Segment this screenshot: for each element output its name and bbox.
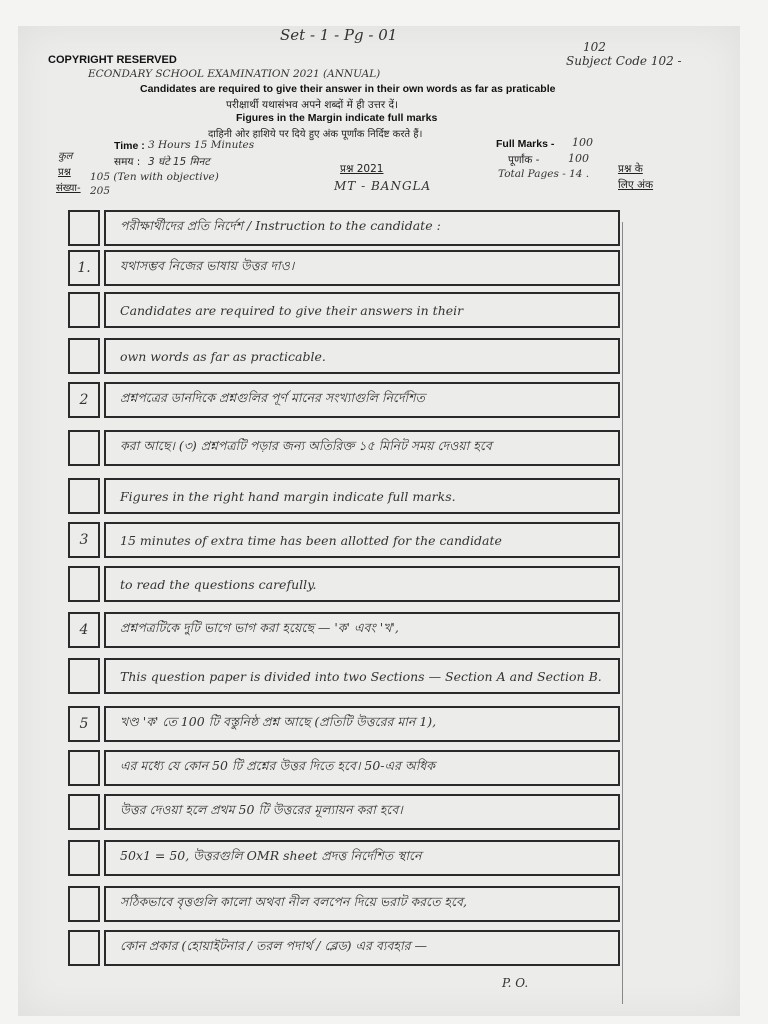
row-number [68, 750, 100, 786]
row-number [68, 658, 100, 694]
row-number [68, 478, 100, 514]
instruction-hindi: परीक्षार्थी यथासंभव अपने शब्दों में ही उत्तर दें। [226, 99, 399, 111]
row-text: This question paper is divided into two Sections — Section A and Section B. [104, 658, 620, 694]
full-marks-label: Full Marks - [496, 138, 555, 150]
row-text: পরীক্ষার্থীদের প্রতি নির্দেশ / Instruction to the candidate : [104, 210, 620, 246]
instruction-english: Candidates are required to give their answer in their own words as far as praticable [140, 83, 556, 95]
set-page-annotation: Set - 1 - Pg - 01 [280, 26, 398, 44]
row-number [68, 794, 100, 830]
row-text: উত্তর দেওয়া হলে প্রথম 50 টি উত্তরের মূল্যায়ন করা হবে। [104, 794, 620, 830]
row-number [68, 566, 100, 602]
time-value: 3 Hours 15 Minutes [148, 139, 255, 151]
row-text: প্রশ্নপত্রটিকে দুটি ভাগে ভাগ করা হয়েছে — 'ক' এবং 'খ', [104, 612, 620, 648]
table-row [68, 430, 620, 466]
row-text: কোন প্রকার (হোয়াইটনার / তরল পদার্থ / ব্লেড) এর ব্যবহার — [104, 930, 620, 966]
margin-label-1: प्रश्न के [618, 163, 643, 175]
row-text: সঠিকভাবে বৃত্তগুলি কালো অথবা নীল বলপেন দিয়ে ভরাট করতে হবে, [104, 886, 620, 922]
table-row [68, 658, 620, 694]
row-number [68, 338, 100, 374]
copyright-notice: COPYRIGHT RESERVED [48, 54, 177, 66]
row-number: 4 [68, 612, 100, 648]
margin-label-2: लिए अंक [618, 179, 654, 191]
row-number: 3 [68, 522, 100, 558]
table-row [68, 478, 620, 514]
row-text: খণ্ড 'ক' তে 100 টি বস্তুনিষ্ঠ প্রশ্ন আছে (প্রতিটি উত্তরের মান 1), [104, 706, 620, 742]
time-hindi-label: समय : [114, 156, 141, 168]
code-top-annotation: 102 [583, 40, 606, 54]
row-text: own words as far as practicable. [104, 338, 620, 374]
table-row [68, 338, 620, 374]
row-number: 1. [68, 250, 100, 286]
q-count-value: 105 (Ten with objective) [90, 171, 219, 183]
q-count-label-3: संख्या- [56, 183, 81, 194]
time-label: Time : [114, 140, 145, 152]
table-row [68, 522, 620, 558]
row-number [68, 430, 100, 466]
table-row [68, 840, 620, 876]
q-count-value-2: 205 [90, 185, 111, 197]
q-count-label-2: प्रश्न [58, 167, 71, 178]
figures-margin-english: Figures in the Margin indicate full marks [236, 112, 438, 124]
document-page [18, 26, 740, 1016]
table-row [68, 612, 620, 648]
full-marks-value: 100 [572, 136, 593, 149]
subject-name: MT - BANGLA [334, 179, 432, 193]
row-text: Candidates are required to give their answers in their [104, 292, 620, 328]
table-row [68, 794, 620, 830]
row-text: to read the questions carefully. [104, 566, 620, 602]
row-number [68, 840, 100, 876]
table-row [68, 750, 620, 786]
row-text: 50x1 = 50, উত্তরগুলি OMR sheet প্রদত্ত নির্দেশিত স্থানে [104, 840, 620, 876]
table-row [68, 706, 620, 742]
row-text: Figures in the right hand margin indicate full marks. [104, 478, 620, 514]
row-number [68, 292, 100, 328]
row-number [68, 886, 100, 922]
row-text: 15 minutes of extra time has been allotted for the candidate [104, 522, 620, 558]
table-row [68, 566, 620, 602]
page-over-note: P. O. [502, 976, 529, 990]
table-row [68, 382, 620, 418]
row-text: এর মধ্যে যে কোন 50 টি প্রশ্নের উত্তর দিতে হবে। 50-এর অধিক [104, 750, 620, 786]
subject-code-annotation: Subject Code 102 - [566, 54, 682, 68]
row-number: 5 [68, 706, 100, 742]
table-row [68, 886, 620, 922]
row-number: 2 [68, 382, 100, 418]
table-row [68, 210, 620, 246]
table-row [68, 930, 620, 966]
purnank-label: पूर्णांक - [508, 154, 540, 166]
row-text: করা আছে। (৩) প্রশ্নপত্রটি পড়ার জন্য অতিরিক্ত ১৫ মিনিট সময় দেওয়া হবে [104, 430, 620, 466]
total-pages: Total Pages - 14 . [498, 168, 590, 180]
year-label: प्रश्न 2021 [340, 163, 384, 175]
time-hindi-value: 3 घंटे 15 मिनट [148, 156, 210, 168]
row-text: যথাসম্ভব নিজের ভাষায় উত্তর দাও। [104, 250, 620, 286]
table-row [68, 250, 620, 286]
exam-title: ECONDARY SCHOOL EXAMINATION 2021 (ANNUAL) [88, 68, 381, 80]
purnank-value: 100 [568, 152, 589, 165]
row-number [68, 210, 100, 246]
figures-margin-hindi: दाहिनी ओर हाशिये पर दिये हुए अंक पूर्णांक निर्दिष्ट करते हैं। [208, 129, 423, 140]
row-number [68, 930, 100, 966]
table-row [68, 292, 620, 328]
marks-margin-column [622, 222, 665, 1004]
q-count-label-1: कुल [58, 151, 73, 162]
row-text: প্রশ্নপত্রের ডানদিকে প্রশ্নগুলির পূর্ণ মানের সংখ্যাগুলি নির্দেশিত [104, 382, 620, 418]
